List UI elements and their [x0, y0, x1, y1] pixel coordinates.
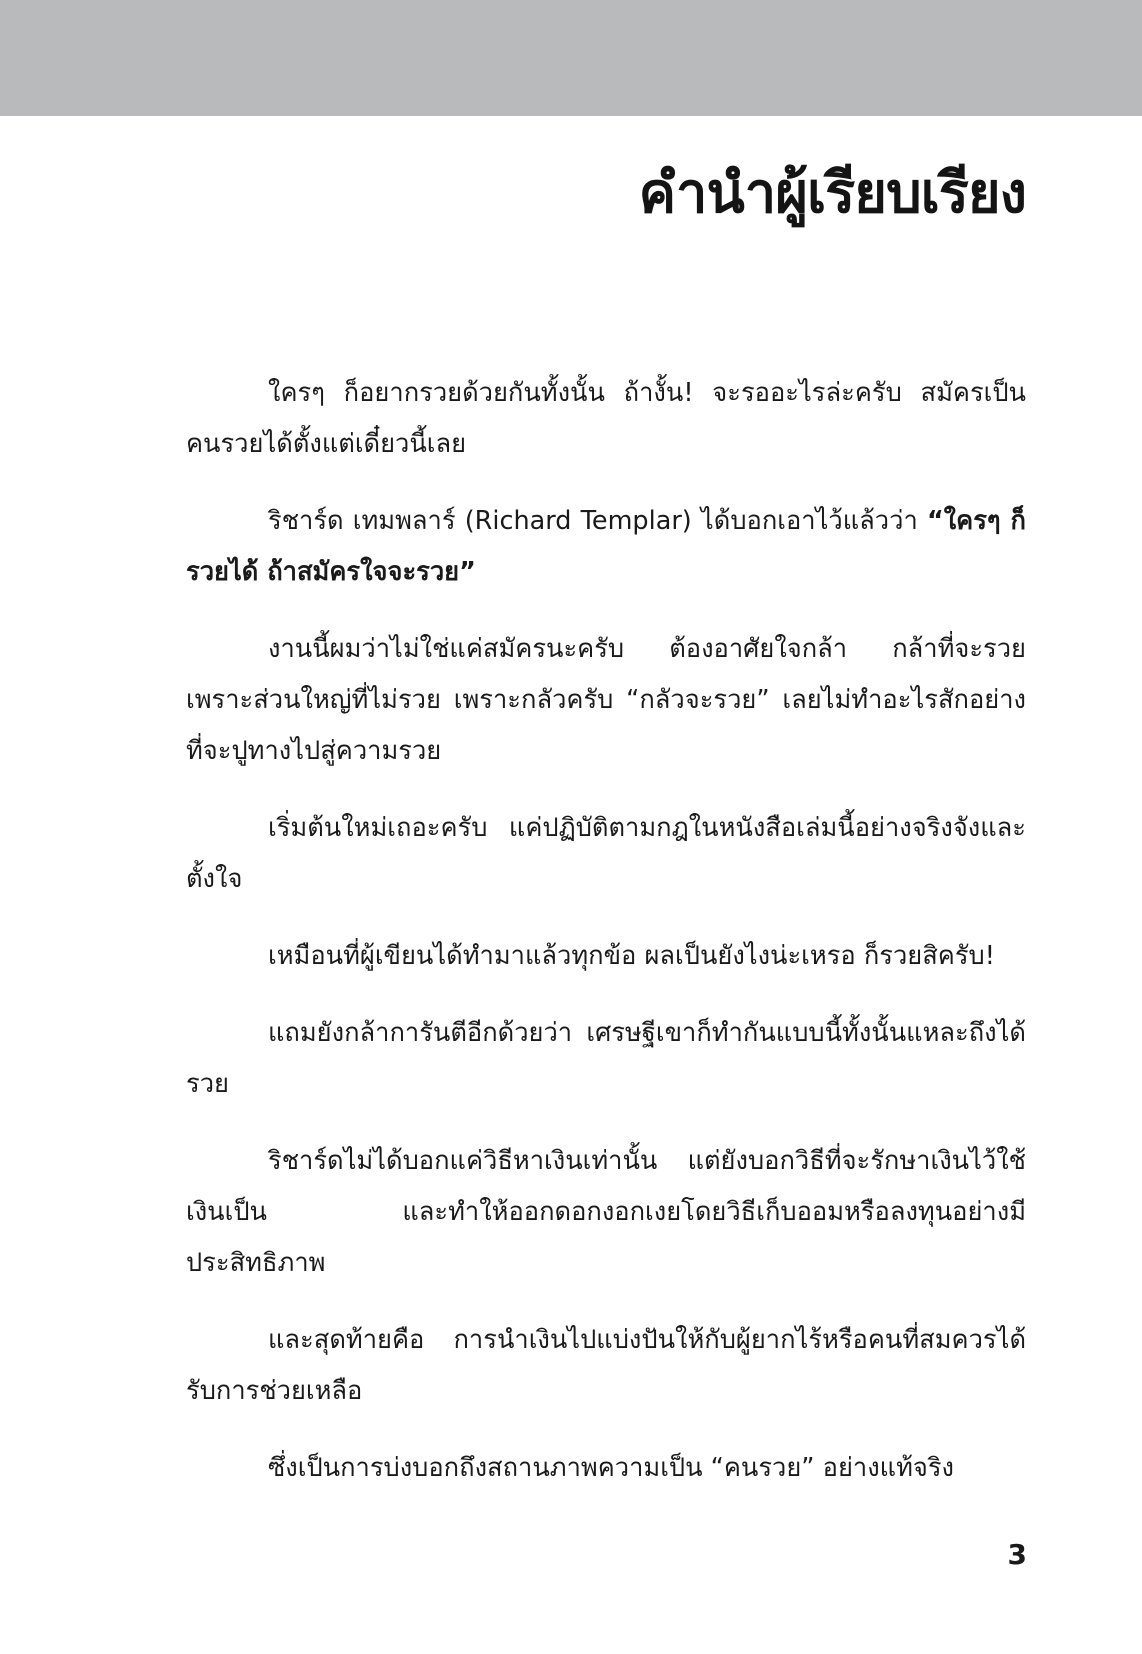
paragraph-3: งานนี้ผมว่าไม่ใช่แค่สมัครนะครับ ต้องอาศัยใจกล้า กล้าที่จะรวย เพราะส่วนใหญ่ที่ไม่รวย เพราะกลัวครับ “กลัวจะรวย” เลยไม่ทำอะไรสักอย่างที่จะปูทางไปสู่ความรวย: [186, 634, 1026, 766]
page-title: คำนำผู้เรียบเรียง: [638, 161, 1026, 226]
paragraph-2-text: ริชาร์ด เทมพลาร์ (Richard Templar) ได้บอกเอาไว้แล้วว่า: [268, 506, 927, 536]
paragraph-7: ริชาร์ดไม่ได้บอกแค่วิธีหาเงินเท่านั้น แต่ยังบอกวิธีที่จะรักษาเงินไว้ใช้เงินเป็น และทำให้ออกดอกงอกเงยโดยวิธีเก็บออมหรือลงทุนอย่างมีประสิทธิภาพ: [186, 1146, 1026, 1278]
paragraph-1: ใครๆ ก็อยากรวยด้วยกันทั้งนั้น ถ้างั้น! จะรออะไรล่ะครับ สมัครเป็นคนรวยได้ตั้งแต่เดี๋ยวนี้เลย: [186, 378, 1026, 459]
body-text: [186, 368, 1026, 1520]
paragraph-6: แถมยังกล้าการันตีอีกด้วยว่า เศรษฐีเขาก็ทำกันแบบนี้ทั้งนั้นแหละถึงได้รวย: [186, 1018, 1026, 1099]
paragraph-5: เหมือนที่ผู้เขียนได้ทำมาแล้วทุกข้อ ผลเป็นยังไงน่ะเหรอ ก็รวยสิครับ!: [268, 941, 995, 971]
page-number: 3: [1007, 1538, 1027, 1571]
paragraph-2: [186, 496, 1026, 598]
paragraph-9: ซึ่งเป็นการบ่งบอกถึงสถานภาพความเป็น “คนรวย” อย่างแท้จริง: [268, 1453, 954, 1483]
header-band: [0, 0, 1142, 116]
paragraph-8: และสุดท้ายคือ การนำเงินไปแบ่งปันให้กับผู้ยากไร้หรือคนที่สมควรได้รับการช่วยเหลือ: [186, 1325, 1026, 1406]
paragraph-2-quote: “ใครๆ ก็รวยได้ ถ้าสมัครใจจะรวย”: [186, 506, 1026, 587]
paragraph-4: เริ่มต้นใหม่เถอะครับ แค่ปฏิบัติตามกฎในหนังสือเล่มนี้อย่างจริงจังและตั้งใจ: [186, 813, 1026, 894]
